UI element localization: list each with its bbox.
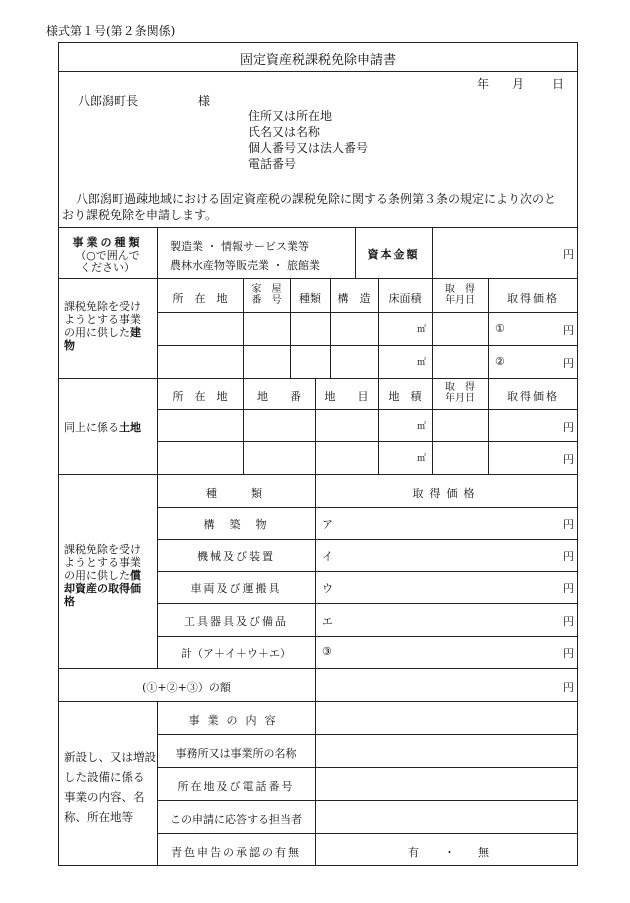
date-day: 日 (552, 77, 565, 91)
depreciable-row-kind: 構 築 物 (203, 518, 269, 531)
addressee-name: 八郎潟町長 (78, 94, 139, 108)
form-title: 固定資産税課税免除申請書 (239, 53, 396, 68)
building-row-2-yen: 円 (563, 357, 574, 370)
business-type-label: 事業の種類 (72, 236, 143, 249)
depreciable-row-mark: イ (322, 550, 333, 563)
blue-return-separator: ・ (444, 846, 455, 859)
facility-row-label: 事務所又は事業所の名称 (175, 747, 297, 760)
depreciable-price-header: 取得価格 (412, 487, 481, 500)
intro-line-2: おり課税免除を申請します。 (62, 208, 218, 222)
facility-row-label: 青色申告の承認の有無 (171, 846, 301, 859)
addressee-honorific: 様 (198, 94, 211, 108)
building-section-label: 課税免除を受け ようとする事業 の用に供した建 物 (64, 300, 141, 352)
applicant-id-label: 個人番号又は法人番号 (248, 141, 369, 155)
land-lot-header: 地 番 (257, 390, 301, 403)
capital-label: 資本金額 (367, 248, 420, 261)
land-acq-date-header: 取 得 年月日 (445, 382, 475, 404)
date-year: 年 (477, 77, 490, 91)
applicant-address-label: 住所又は所在地 (248, 109, 333, 123)
building-location-header: 所 在 地 (172, 292, 228, 305)
business-type-note-1: （○で囲んで (75, 249, 140, 262)
intro-line-1: 八郎潟町過疎地域における固定資産税の課税免除に関する条例第３条の規定により次のと (76, 192, 557, 206)
depreciable-row-mark: エ (322, 615, 333, 628)
building-row-1-unit: ㎡ (417, 325, 427, 335)
building-row-2-unit: ㎡ (417, 358, 427, 368)
depreciable-row-yen: 円 (563, 550, 574, 563)
form-frame (58, 42, 578, 866)
building-row-2-mark: ② (495, 355, 505, 368)
building-row-1-mark: ① (495, 322, 505, 335)
facility-row-label: 所在地及び電話番号 (177, 780, 295, 793)
business-options-1: 製造業 ・ 情報サービス業等 (170, 240, 309, 253)
applicant-name-label: 氏名又は名称 (248, 125, 321, 139)
land-section-label: 同上に係る土地 (64, 421, 141, 434)
land-row-1-unit: ㎡ (417, 422, 427, 432)
facility-row-label: この申請に応答する担当者 (170, 813, 302, 826)
building-acq-price-header: 取得価格 (507, 292, 559, 305)
capital-yen: 円 (563, 248, 574, 261)
blue-return-yes[interactable]: 有 (408, 846, 419, 859)
building-acq-date-header: 取 得 年月日 (445, 284, 475, 306)
depreciable-row-yen: 円 (563, 647, 574, 660)
building-kind-header: 種類 (299, 292, 321, 305)
land-acq-price-header: 取得価格 (507, 390, 559, 403)
land-area-header: 地 積 (388, 390, 422, 403)
building-floor-area-header: 床面積 (388, 292, 422, 305)
facility-row-label: 事業の内容 (188, 714, 284, 727)
depreciable-kind-header: 種 類 (206, 487, 266, 500)
business-type-note-2: ください） (80, 261, 135, 274)
building-row-1-yen: 円 (563, 324, 574, 337)
land-category-header: 地 目 (324, 390, 369, 403)
depreciable-row-kind: 車両及び運搬具 (190, 582, 282, 595)
depreciable-row-mark: ア (322, 518, 333, 531)
total-yen: 円 (563, 681, 574, 694)
total-label: (①+②+③）の額 (142, 681, 231, 694)
depreciable-section-label: 課税免除を受け ようとする事業 の用に供した償 却資産の取得価 格 (64, 543, 141, 608)
depreciable-row-yen: 円 (563, 615, 574, 628)
land-row-2-unit: ㎡ (417, 454, 427, 464)
building-house-no-header: 家 屋 番 号 (251, 284, 282, 306)
blue-return-no[interactable]: 無 (478, 846, 489, 859)
building-structure-header: 構 造 (337, 292, 371, 305)
facility-section-label: 新設し、又は増設 した設備に係る 事業の内容、名 称、所在地等 (64, 750, 156, 824)
depreciable-row-yen: 円 (563, 582, 574, 595)
land-location-header: 所 在 地 (172, 390, 228, 403)
form-label: 様式第１号(第２条関係) (46, 24, 176, 38)
depreciable-row-mark: ウ (322, 582, 333, 595)
land-row-2-yen: 円 (563, 453, 574, 466)
business-options-2: 農林水産物等販売業 ・ 旅館業 (170, 259, 320, 272)
depreciable-row-kind: 計（ア＋イ＋ウ＋エ） (181, 647, 291, 660)
applicant-phone-label: 電話番号 (248, 157, 297, 171)
date-month: 月 (512, 77, 525, 91)
depreciable-row-yen: 円 (563, 518, 574, 531)
land-row-1-yen: 円 (563, 421, 574, 434)
depreciable-row-kind: 機械及び装置 (197, 550, 275, 563)
depreciable-row-kind: 工具器具及び備品 (184, 615, 288, 628)
depreciable-row-mark: ③ (322, 645, 332, 658)
